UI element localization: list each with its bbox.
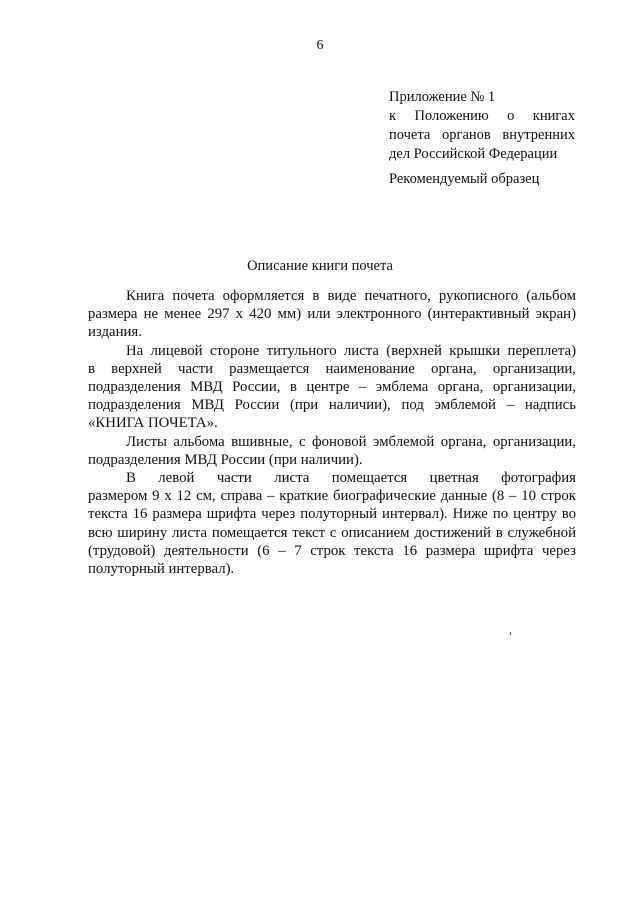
text-line: «КНИГА ПОЧЕТА». [88,415,218,432]
text-line: текста 16 размера шрифта через полуторный интервал). Ниже по центру во [88,506,576,523]
paragraph [88,287,576,342]
appendix-line: к Положению о книгах [389,108,575,124]
text-line: в верхней части размещается наименование органа, организации, [88,360,576,377]
text-line: размера не менее 297 х 420 мм) или электронного (интерактивный экран) [88,306,576,323]
paragraph [88,342,576,433]
scan-speck [510,632,511,635]
text-line: В левой части листа помещается цветная фотография [126,470,576,487]
text-line: полуторный интервал). [88,561,235,578]
text-line: подразделения МВД России (при наличии). [88,451,363,468]
text-line: (трудовой) деятельности (6 – 7 строк текста 16 размера шрифта через [88,542,576,559]
paragraph [88,433,576,469]
page-number: 6 [316,38,324,53]
sample-label: Рекомендуемый образец [389,171,540,187]
text-line: На лицевой стороне титульного листа (верхней крышки переплета) [126,342,576,359]
text-line: подразделения МВД России (при наличии), под эмблемой – надпись [88,397,576,414]
text-line: размером 9 х 12 см, справа – краткие биографические данные (8 – 10 строк [88,488,576,505]
appendix-header [389,88,575,164]
appendix-line: почета органов внутренних [389,127,575,143]
document-title: Описание книги почета [247,258,393,274]
document-body [88,287,576,578]
text-line: Листы альбома вшивные, с фоновой эмблемой органа, организации, [126,433,576,450]
appendix-line: дел Российской Федерации [389,146,558,162]
appendix-line: Приложение № 1 [389,89,496,105]
text-line: издания. [88,324,142,341]
text-line: всю ширину листа помещается текст с описанием достижений в служебной [88,524,576,541]
paragraph [88,469,576,578]
text-line: Книга почета оформляется в виде печатного, рукописного (альбом [126,288,576,304]
text-line: подразделения МВД России, в центре – эмблема органа, организации, [88,379,576,396]
